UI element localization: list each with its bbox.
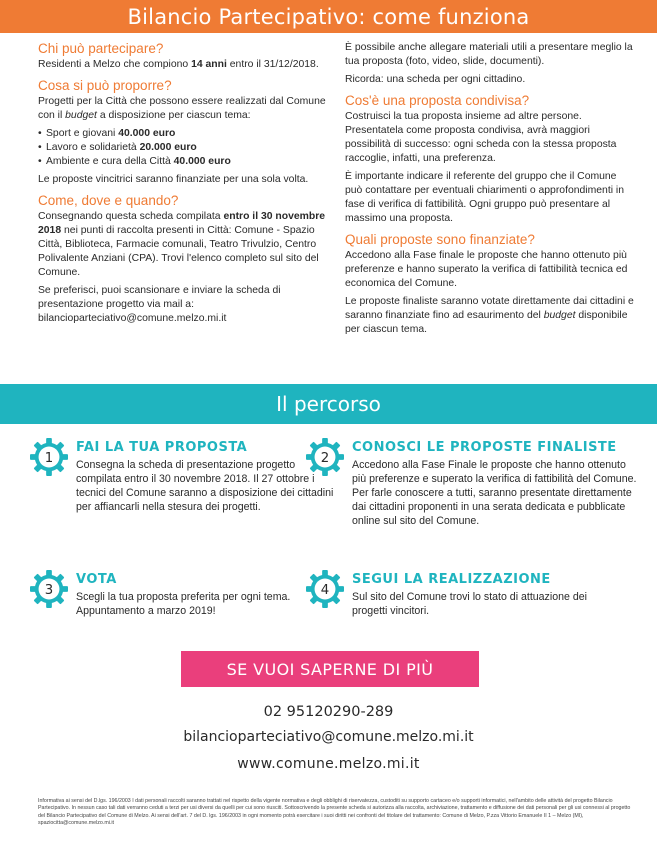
remember-text: Ricorda: una scheda per ogni cittadino.: [345, 74, 526, 85]
phone-number: 02 95120290-289: [263, 704, 394, 720]
step-text: Accedono alla Fase Finale le proposte che hanno ottenuto più preferenze e superato la verifica di fattibilità del Comune. Per farle conoscere a tutti, saranno presentate direttamente dai cittadini proponenti in una serata dedicata e pubblicate online sul sito del Comune.: [352, 459, 637, 527]
how-heading: Come, dove e quando?: [38, 193, 179, 208]
list-item: • Lavoro e solidarietà 20.000 euro: [38, 141, 333, 155]
shared-heading: Cos'è una proposta condivisa?: [345, 93, 530, 108]
privacy-disclaimer: Informativa ai sensi del D.lgs. 196/2003 I dati personali raccolti saranno trattati nel rispetto della vigente normativa e degli obblighi di riservatezza, custoditi su supporto cartaceo e/o supporti informatici, nell'ambito delle attività del progetto Bilancio Partecipativo. In nessun caso tali dati verranno ceduti a terzi per usi diversi da quelli per cui sono riusciti. Sottoscrivendo la presente scheda si autorizza alla raccolta, archiviazione, trattamento e diffusione dei dati personali per gli usi connessi al progetto del Bilancio Partecipativo del Comune di Melzo. Ai sensi dell'art. 7 del D. lgs. 196/2003 in ogni momento potrà esercitare i suoi diritti nei confronti del titolare del trattamento: Comune di Melzo, P.zza Vittorio Emanuele II 1 – Melzo (MI), spaziocitta@comune.melzo.mi.it: [38, 798, 631, 826]
what-note: Le proposte vincitrici saranno finanziate per una sola volta.: [38, 174, 309, 185]
path-band: [0, 384, 657, 424]
svg-text:3: 3: [44, 582, 54, 598]
step-text: Scegli la tua proposta preferita per ogni tema. Appuntamento a marzo 2019!: [76, 591, 291, 617]
step-title: VOTA: [76, 572, 117, 587]
email-address[interactable]: bilancioparteciativo@comune.melzo.mi.it: [183, 729, 474, 745]
more-info-banner: [181, 651, 479, 687]
shared-text-1: Costruisci la tua proposta insieme ad altre persone. Presentatela come proposta condivisa, avrà maggiori possibilità di successo: ogni scheda con la stessa proposta raccoglie, infatti, una preferenza.: [345, 111, 617, 164]
list-item: • Sport e giovani 40.000 euro: [38, 127, 333, 141]
how-text: Consegnando questa scheda compilata entro il 30 novembre 2018 nei punti di raccolta presenti in Città: Comune - Spazio Città, Biblioteca, Farmacie comunali, Teatro Trivulzio, Centro Polivalente Anziani (CPA). Trovi l'elenco completo sul sito del Comune.: [38, 211, 326, 278]
right-column: [345, 41, 635, 341]
shared-text-2: È importante indicare il referente del gruppo che il Comune può contattare per eventuali chiarimenti o approfondimenti in fase di verifica di fattibilità. Ogni gruppo può presentare al massimo una proposta.: [345, 171, 624, 224]
page-title: Bilancio Partecipativo: come funziona: [127, 4, 530, 29]
website-link[interactable]: www.comune.melzo.mi.it: [237, 756, 420, 772]
gear-number-icon: [306, 570, 344, 608]
funded-text-2: Le proposte finaliste saranno votate direttamente dai cittadini e saranno finanziate fino ad esaurimento del budget disponibile per ciascun tema.: [345, 296, 634, 335]
budget-list: [38, 127, 333, 169]
how-email-text: Se preferisci, puoi scansionare e inviare la scheda di presentazione progetto via mail a: bilancioparteciativo@comune.melzo.mi.it: [38, 285, 281, 324]
who-text: Residenti a Melzo che compiono 14 anni entro il 31/12/2018.: [38, 59, 319, 70]
what-intro: Progetti per la Città che possono essere realizzati dal Comune con il budget a disposizione per ciascun tema:: [38, 96, 326, 121]
who-heading: Chi può partecipare?: [38, 41, 164, 56]
more-info-label: SE VUOI SAPERNE DI PIÙ: [226, 659, 434, 679]
what-heading: Cosa si può proporre?: [38, 78, 172, 93]
gear-number-icon: [30, 438, 68, 476]
svg-text:2: 2: [320, 450, 330, 466]
step-text: Consegna la scheda di presentazione progetto compilata entro il 30 novembre 2018. Il 27 ottobre i tecnici del Comune saranno a disposizione dei cittadini per affiancarli nella stesura dei progetti.: [76, 459, 334, 513]
list-item: • Ambiente e cura della Città 40.000 euro: [38, 155, 333, 169]
svg-text:4: 4: [320, 582, 330, 598]
gear-number-icon: [30, 570, 68, 608]
gear-number-icon: [306, 438, 344, 476]
svg-text:1: 1: [44, 450, 54, 466]
step-title: SEGUI LA REALIZZAZIONE: [352, 572, 551, 587]
path-title: Il percorso: [276, 392, 381, 416]
step-text: Sul sito del Comune trovi lo stato di attuazione dei progetti vincitori.: [352, 591, 587, 617]
step-title: FAI LA TUA PROPOSTA: [76, 440, 248, 455]
funded-text-1: Accedono alla Fase finale le proposte che hanno ottenuto più preferenze e hanno superato la verifica di fattibilità tecnica ed economica del Comune.: [345, 250, 628, 289]
attach-text: È possibile anche allegare materiali utili a presentare meglio la tua proposta (foto, video, slide, documenti).: [345, 42, 633, 67]
header-bar: [0, 0, 657, 33]
left-column: [38, 41, 333, 330]
funded-heading: Quali proposte sono finanziate?: [345, 232, 535, 247]
step-title: CONOSCI LE PROPOSTE FINALISTE: [352, 440, 617, 455]
